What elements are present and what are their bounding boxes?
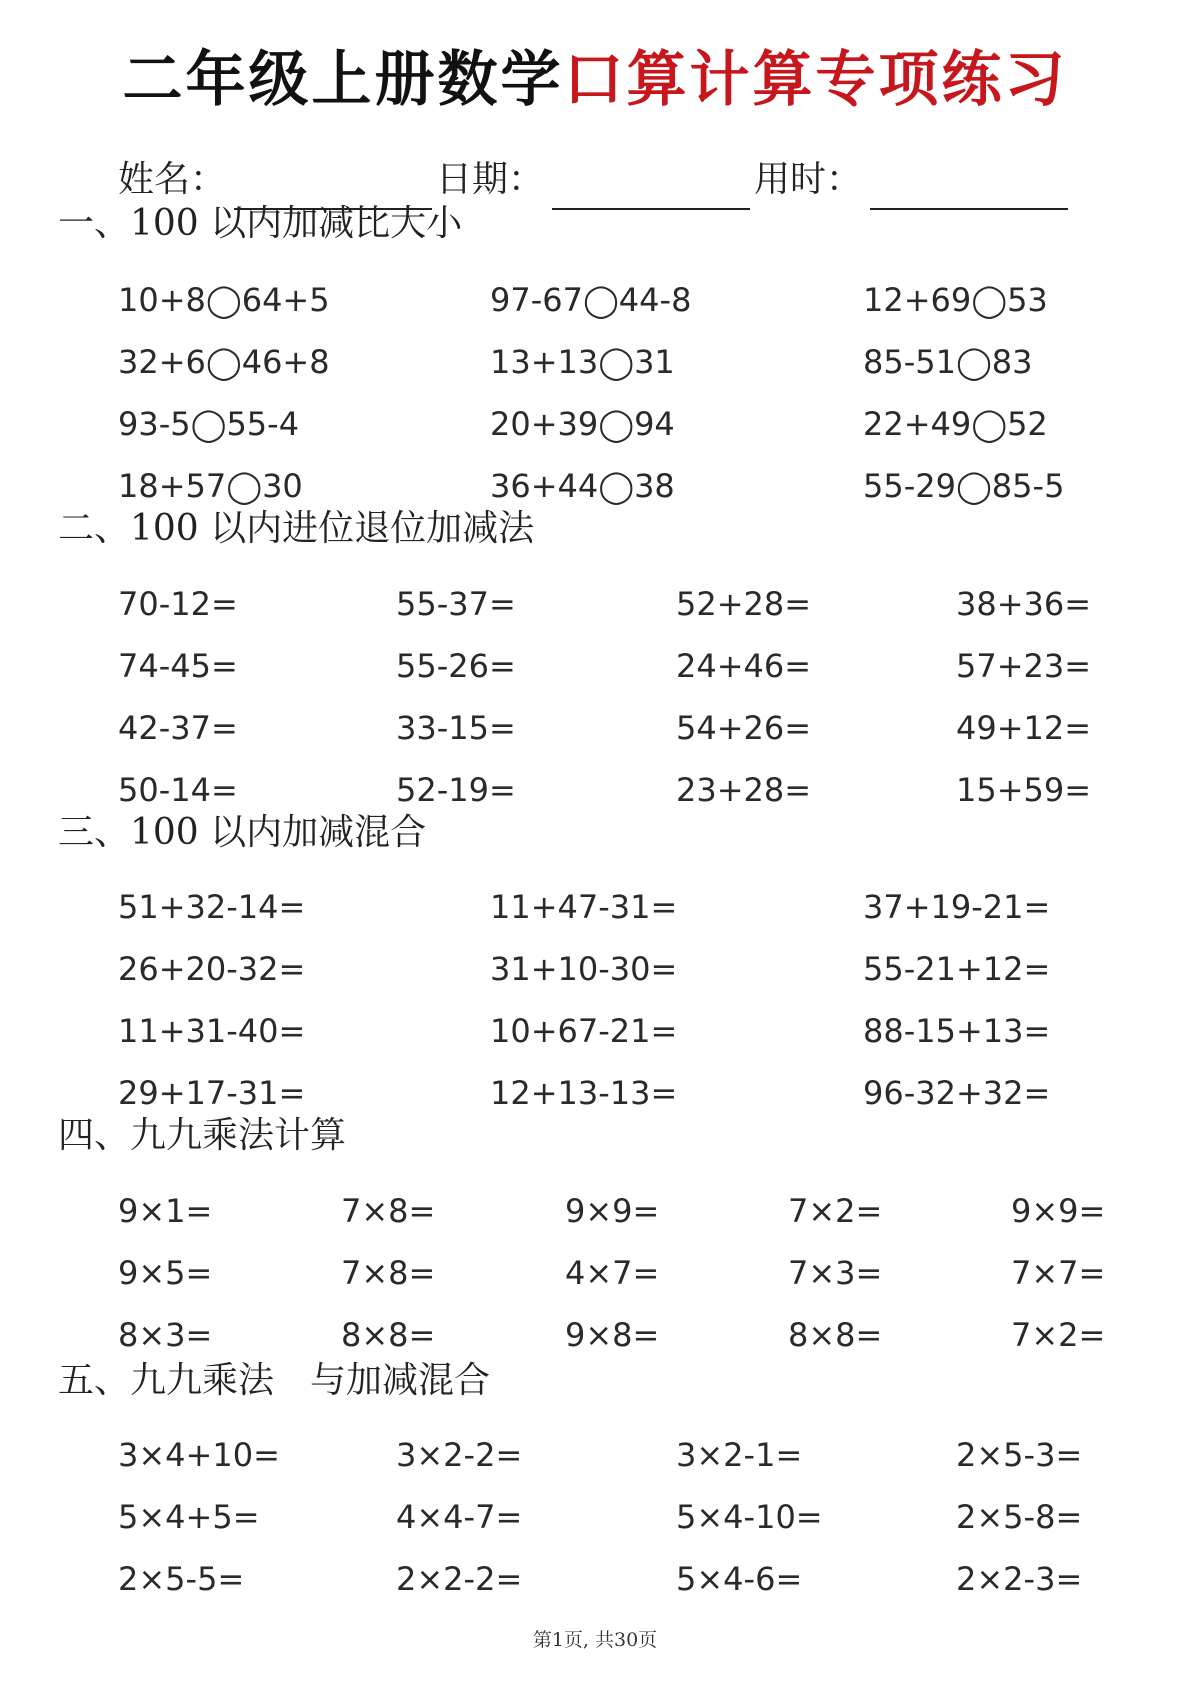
math-problem[interactable]: 22+49◯52 — [863, 405, 1048, 443]
problem-row — [0, 706, 1190, 750]
math-problem[interactable]: 49+12= — [956, 709, 1092, 747]
math-problem[interactable]: 38+36= — [956, 585, 1092, 623]
math-problem[interactable]: 3×4+10= — [118, 1436, 280, 1474]
math-problem[interactable]: 70-12= — [118, 585, 238, 623]
math-problem[interactable]: 2×2-3= — [956, 1560, 1083, 1598]
math-problem[interactable]: 9×1= — [118, 1192, 213, 1230]
section-title: 四、九九乘法计算 — [58, 1115, 347, 1156]
problem-row — [0, 1189, 1190, 1233]
math-problem[interactable]: 42-37= — [118, 709, 238, 747]
math-problem[interactable]: 55-37= — [396, 585, 516, 623]
math-problem[interactable]: 2×5-8= — [956, 1498, 1083, 1536]
math-problem[interactable]: 4×4-7= — [396, 1498, 523, 1536]
math-problem[interactable]: 9×5= — [118, 1254, 213, 1292]
date-field — [436, 150, 754, 210]
math-problem[interactable]: 50-14= — [118, 771, 238, 809]
math-problem[interactable]: 54+26= — [676, 709, 812, 747]
problem-row — [0, 1009, 1190, 1053]
math-problem[interactable]: 3×2-1= — [676, 1436, 803, 1474]
math-problem[interactable]: 12+69◯53 — [863, 281, 1048, 319]
math-problem[interactable]: 96-32+32= — [863, 1074, 1051, 1112]
math-problem[interactable]: 7×2= — [788, 1192, 883, 1230]
math-problem[interactable]: 85-51◯83 — [863, 343, 1033, 381]
math-problem[interactable]: 23+28= — [676, 771, 812, 809]
math-problem[interactable]: 32+6◯46+8 — [118, 343, 330, 381]
title-part-topic: 口算计算专项练习 — [563, 45, 1068, 115]
math-problem[interactable]: 33-15= — [396, 709, 516, 747]
math-problem[interactable]: 9×9= — [1011, 1192, 1106, 1230]
math-problem[interactable]: 7×7= — [1011, 1254, 1106, 1292]
math-problem[interactable]: 24+46= — [676, 647, 812, 685]
time-label: 用时： — [754, 159, 863, 200]
math-problem[interactable]: 15+59= — [956, 771, 1092, 809]
math-problem[interactable]: 8×8= — [788, 1316, 883, 1354]
math-problem[interactable]: 5×4+5= — [118, 1498, 260, 1536]
title-part-grade: 二年级上册数学 — [122, 45, 564, 115]
problem-row — [0, 1557, 1190, 1601]
math-problem[interactable]: 8×3= — [118, 1316, 213, 1354]
math-problem[interactable]: 52+28= — [676, 585, 812, 623]
math-problem[interactable]: 2×5-3= — [956, 1436, 1083, 1474]
math-problem[interactable]: 4×7= — [565, 1254, 660, 1292]
math-problem[interactable]: 7×2= — [1011, 1316, 1106, 1354]
math-problem[interactable]: 37+19-21= — [863, 888, 1051, 926]
math-problem[interactable]: 10+67-21= — [490, 1012, 678, 1050]
problem-row — [0, 1251, 1190, 1295]
page-footer: 第1页, 共30页 — [532, 1629, 658, 1651]
math-problem[interactable]: 2×5-5= — [118, 1560, 245, 1598]
math-problem[interactable]: 51+32-14= — [118, 888, 306, 926]
section-title: 二、100 以内进位退位加减法 — [58, 508, 535, 549]
section-title: 一、100 以内加减比大小 — [58, 203, 463, 244]
math-problem[interactable]: 93-5◯55-4 — [118, 405, 300, 443]
math-problem[interactable]: 52-19= — [396, 771, 516, 809]
problem-row — [0, 1433, 1190, 1477]
math-problem[interactable]: 13+13◯31 — [490, 343, 675, 381]
problem-row — [0, 278, 1190, 322]
math-problem[interactable]: 55-26= — [396, 647, 516, 685]
math-problem[interactable]: 97-67◯44-8 — [490, 281, 692, 319]
math-problem[interactable]: 9×9= — [565, 1192, 660, 1230]
math-problem[interactable]: 26+20-32= — [118, 950, 306, 988]
section-title: 五、九九乘法 与加减混合 — [58, 1360, 491, 1401]
problem-row — [0, 340, 1190, 384]
math-problem[interactable]: 2×2-2= — [396, 1560, 523, 1598]
math-problem[interactable]: 74-45= — [118, 647, 238, 685]
math-problem[interactable]: 88-15+13= — [863, 1012, 1051, 1050]
math-problem[interactable]: 57+23= — [956, 647, 1092, 685]
math-problem[interactable]: 18+57◯30 — [118, 467, 303, 505]
math-problem[interactable]: 8×8= — [341, 1316, 436, 1354]
math-problem[interactable]: 20+39◯94 — [490, 405, 675, 443]
math-problem[interactable]: 3×2-2= — [396, 1436, 523, 1474]
problem-row — [0, 402, 1190, 446]
math-problem[interactable]: 29+17-31= — [118, 1074, 306, 1112]
math-problem[interactable]: 55-21+12= — [863, 950, 1051, 988]
math-problem[interactable]: 9×8= — [565, 1316, 660, 1354]
date-label: 日期： — [436, 159, 545, 200]
math-problem[interactable]: 7×8= — [341, 1192, 436, 1230]
problem-row — [0, 1313, 1190, 1357]
math-problem[interactable]: 7×3= — [788, 1254, 883, 1292]
time-field — [754, 150, 1072, 210]
math-problem[interactable]: 12+13-13= — [490, 1074, 678, 1112]
math-problem[interactable]: 36+44◯38 — [490, 467, 675, 505]
problem-row — [0, 582, 1190, 626]
time-blank-line[interactable] — [870, 164, 1068, 210]
problem-row — [0, 885, 1190, 929]
math-problem[interactable]: 10+8◯64+5 — [118, 281, 330, 319]
math-problem[interactable]: 5×4-6= — [676, 1560, 803, 1598]
math-problem[interactable]: 7×8= — [341, 1254, 436, 1292]
math-problem[interactable]: 55-29◯85-5 — [863, 467, 1065, 505]
problem-row — [0, 1495, 1190, 1539]
math-problem[interactable]: 11+47-31= — [490, 888, 678, 926]
math-problem[interactable]: 11+31-40= — [118, 1012, 306, 1050]
problem-row — [0, 644, 1190, 688]
section-title: 三、100 以内加减混合 — [58, 812, 427, 853]
problem-row — [0, 947, 1190, 991]
page-title — [0, 40, 1190, 120]
date-blank-line[interactable] — [552, 164, 750, 210]
name-label: 姓名： — [118, 159, 227, 200]
math-problem[interactable]: 5×4-10= — [676, 1498, 823, 1536]
math-problem[interactable]: 31+10-30= — [490, 950, 678, 988]
